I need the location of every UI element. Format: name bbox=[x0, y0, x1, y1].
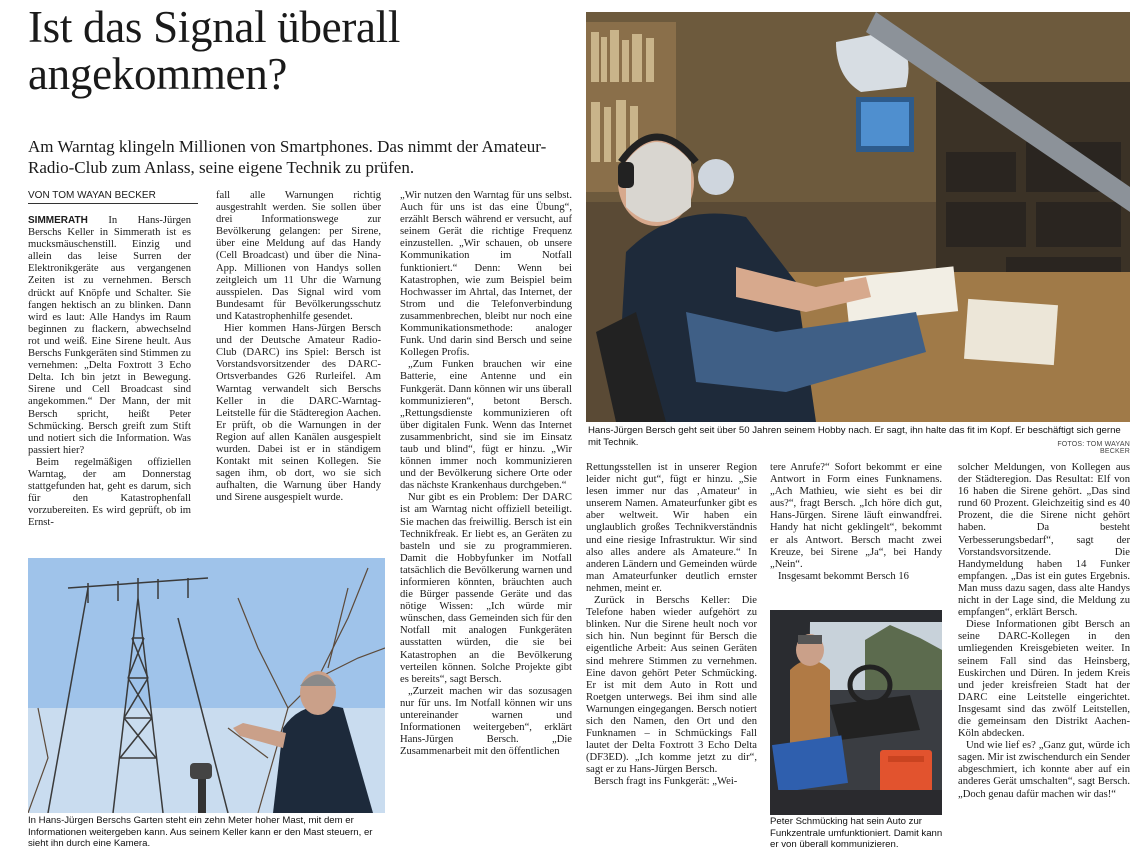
car-radio-caption: Peter Schmücking hat sein Auto zur Funkzentrale umfunktioniert. Damit kann er von überall kommunizieren. bbox=[770, 816, 943, 850]
text-column-1 bbox=[28, 215, 191, 545]
paragraph: Nur gibt es ein Problem: Der DARC ist am Warntag nicht offiziell beteiligt. Sie machen das freiwillig. Bersch ist ein Technikfreak. Er liebt es, an Geräten zu basteln und sie zu programmieren. Damit die Hobbyfunker im Notfall tatsächlich die Bevölkerung warnen und informieren könnten, bräuchten auch die Bürger passende Geräte und das nötige Wissen: „Ich würde mir wünschen, dass Gemeinden sich für den Notfall mit analogen Funkgeräten ausstatten würden, die sie bei Katastrophen an die Bevölkerung verteilen können. Solche Projekte gibt es bereits“, sagt Bersch. bbox=[400, 492, 572, 685]
paragraph: In Hans-Jürgen Berschs Keller in Simmerath ist es mucksmäuschenstill. Einzig und allein das leise Surren der Elektronikgeräte aus vergangenen Zeiten ist zu vernehmen. Bersch drückt auf Knöpfe und Schalter. Sie fangen hektisch an zu blinken. Dann wird es laut: Alle Handys im Raum beginnen zu flackern, abwechselnd rot und weiß. Eine Sirene heult. Aus Berschs Funkgeräten sind Stimmen zu vernehmen: „Delta Foxtrott 3 Echo Delta. Ich bin jetzt in Bewegung. Sirene und Cell Broadcast sind angekommen.“ Der Mann, der mit Bersch spricht, heißt Peter Schmücking. Bersch greift zum Stift und notiert sich die Information. Was passiert hier? bbox=[28, 215, 191, 456]
paragraph: Zurück in Berschs Keller: Die Telefone haben wieder aufgehört zu blinken. Nur die Sirene heult noch vor sich hin. Nun beginnt für Bersch die eigentliche Arbeit: Aus seinen Geräten sind mehrere Stimmen zu vernehmen. Eine davon gehört Peter Schmücking. Er ist mit dem Auto in Rott und Roetgen unterwegs. Bei ihm sind alle Warnungen eingegangen. Bersch notiert sich den Namen, den Ort und den Funknamen – in Schmückings Fall lautet der Delta Foxtrott 3 Echo Delta (DF3ED). „Ich komme jetzt zu dir“, sagt er zu Hans-Jürgen Bersch. bbox=[586, 595, 757, 776]
paragraph: Rettungsstellen ist in unserer Region leider nicht gut“, fügt er hinzu. „Sie lesen immer nur das ‚Amateur‘ in unserem Namen. Amateurfunker gibt es aber weltweit. Wir haben ein unglaublich großes Technikverständnis und eine riesige Infrastruktur. Wir sind also alles andere als Amateure.“ In anderen Ländern und Gemeinden würde man Amateurfunker deutlich ernster nehmen, meint er. bbox=[586, 462, 757, 594]
paragraph: fall alle Warnungen richtig ausgestrahlt werden. Sie sollen über drei Informationswege zur Bevölkerung gelangen: per Sirene, über eine Meldung auf das Handy (Cell Broadcast) und über die Nina-App. Millionen von Handys sollen zeitgleich um 11 Uhr die Warnung ausspielen. Das Signal wird vom Bundesamt für Bevölkerungsschutz und Katastrophenhilfe gesendet. bbox=[216, 190, 381, 322]
text-column-4 bbox=[586, 462, 757, 857]
paragraph: „Zum Funken brauchen wir eine Batterie, eine Antenne und ein Funkgerät. Dann können wir uns überall kommunizieren“, betont Bersch. „Rettungsdienste kommunizieren oft über digitalen Funk. Wenn das Internet zusammenbricht, sind sie im Einsatz taub und blind“, fügt er hinzu. „Wir können immer noch kommunizieren und der Bevölkerung sichere Orte oder das nächste Krankenhaus durchgeben.“ bbox=[400, 359, 572, 492]
paragraph: Insgesamt bekommt Bersch 16 bbox=[778, 570, 909, 582]
paragraph: Und wie lief es? „Ganz gut, würde ich sagen. Mir ist zwischendurch ein Sender abgeschmiert, ich konnte aber auf ein anderes Gerät umschalten“, sagt Bersch. „Doch genau dafür machen wir das!“ bbox=[958, 740, 1130, 800]
paragraph: Diese Informationen gibt Bersch an seine DARC-Kollegen in den umliegenden Kreisgebieten weiter. In seinem Fall sind das Heinsberg, Euskirchen und Düren. In jedem Kreis und jeder kreisfreien Stadt hat der DARC eine Leitstelle eingerichtet. Insgesamt sind das zwölf Leitstellen, die gemeinsam den Distrikt Aachen-Köln abdecken. bbox=[958, 619, 1130, 740]
paragraph: Bersch fragt ins Funkgerät: „Wei- bbox=[594, 776, 738, 788]
text-column-3 bbox=[400, 190, 572, 857]
car-radio-photo bbox=[770, 610, 942, 815]
text-column-2 bbox=[216, 190, 381, 545]
radio-room-caption: Hans-Jürgen Bersch geht seit über 50 Jahren seinem Hobby nach. Er sagt, ihn halte das fit im Kopf. Er beschäftigt sich gerne mit Technik. bbox=[588, 425, 1121, 448]
article-subheadline: Am Warntag klingeln Millionen von Smartphones. Das nimmt der Amateur-Radio-Club zum Anlass, seine eigene Technik zu prüfen. bbox=[28, 137, 547, 177]
paragraph: Beim regelmäßigen offiziellen Warntag, der am Donnerstag stattgefunden hat, geht es darum, sich für den Katastrophenfall vorzubereiten. Es wird geprüft, ob im Ernst- bbox=[28, 456, 191, 529]
text-column-5 bbox=[770, 462, 942, 602]
article-headline: Ist das Signal überall angekommen? bbox=[28, 2, 401, 99]
photo-credit: FOTOS: TOM WAYAN BECKER bbox=[1057, 441, 1130, 455]
text-column-6 bbox=[958, 462, 1130, 857]
paragraph: „Wir nutzen den Warntag für uns selbst. Auch für uns ist das eine Übung“, erzählt Bersch während er versucht, auf seinem Gerät die richtige Frequenz einzustellen. „Wir schauen, ob unsere Kommunikation im Notfall funktioniert.“ Denn: Wenn bei Katastrophen, wie zum Beispiel beim Hochwasser im Ahrtal, das Internet, der Strom und die Telefonverbindung zusammenbrechen, bleibt nur noch eine Kommunikationsmethode: analoger Funk. Und darin sind Bersch und seine Kollegen Profis. bbox=[400, 190, 572, 359]
article-byline: VON TOM WAYAN BECKER bbox=[28, 190, 198, 204]
paragraph: tere Anrufe?“ Sofort bekommt er eine Antwort in Form eines Funknamens. „Ach Mathieu, wie sieht es bei dir aus?“, fragt Bersch. „Ich höre dich gut, Hans-Jürgen. Sirene läuft einwandfrei. Handy hat nicht geklingelt“, bekommt er als Antwort. Bersch macht zwei Kreuze, bei Sirene „Ja“, bei Handy „Nein“. bbox=[770, 462, 942, 570]
antenna-mast-caption: In Hans-Jürgen Berschs Garten steht ein zehn Meter hoher Mast, mit dem er Informationen weitergeben kann. Aus seinem Keller kann er den Mast steuern, er sieht ihn durch eine Kamera. bbox=[28, 815, 373, 849]
paragraph: solcher Meldungen, von Kollegen aus der Städteregion. Das Resultat: Elf von 16 haben die Sirene gehört. „Das sind rund 60 Prozent. Gleichzeitig sind es 40 Prozent, die die Sirene nicht gehört haben. Da besteht Verbesserungsbedarf“, sagt der Vorstandsvorsitzende. Die Handymeldung haben 14 Funker empfangen. „Das ist ein gutes Ergebnis. Man muss dazu sagen, dass alte Handys nicht in der Lage sind, die Meldung zu empfangen“, erklärt Bersch. bbox=[958, 462, 1130, 619]
dateline: SIMMERATH bbox=[28, 215, 88, 226]
paragraph: Hier kommen Hans-Jürgen Bersch und der Deutsche Amateur Radio-Club (DARC) ins Spiel: Bersch ist Vorstandsvorsitzender des DARC-Ortsverbandes G26 Rurleifel. Am Warntag verwandelt sich Berschs Keller in die DARC-Warntag-Leitstelle für die Städteregion Aachen. Er prüft, ob die Warnungen in der Region auf allen Kanälen ausgespielt wurden. Dabei ist er in ständigem Kontakt mit seinen Kollegen. Sie sagen ihm, ob dort, wo sie sich aufhalten, die Warnung über Handy und Sirene ausgespielt wurde. bbox=[216, 323, 381, 504]
radio-room-photo bbox=[586, 12, 1130, 422]
antenna-mast-photo bbox=[28, 558, 385, 813]
paragraph: „Zurzeit machen wir das sozusagen nur für uns. Im Notfall können wir uns untereinander warnen und Informationen weitergeben“, erklärt Hans-Jürgen Bersch. „Die Zusammenarbeit mit den öffentlichen bbox=[400, 685, 572, 758]
